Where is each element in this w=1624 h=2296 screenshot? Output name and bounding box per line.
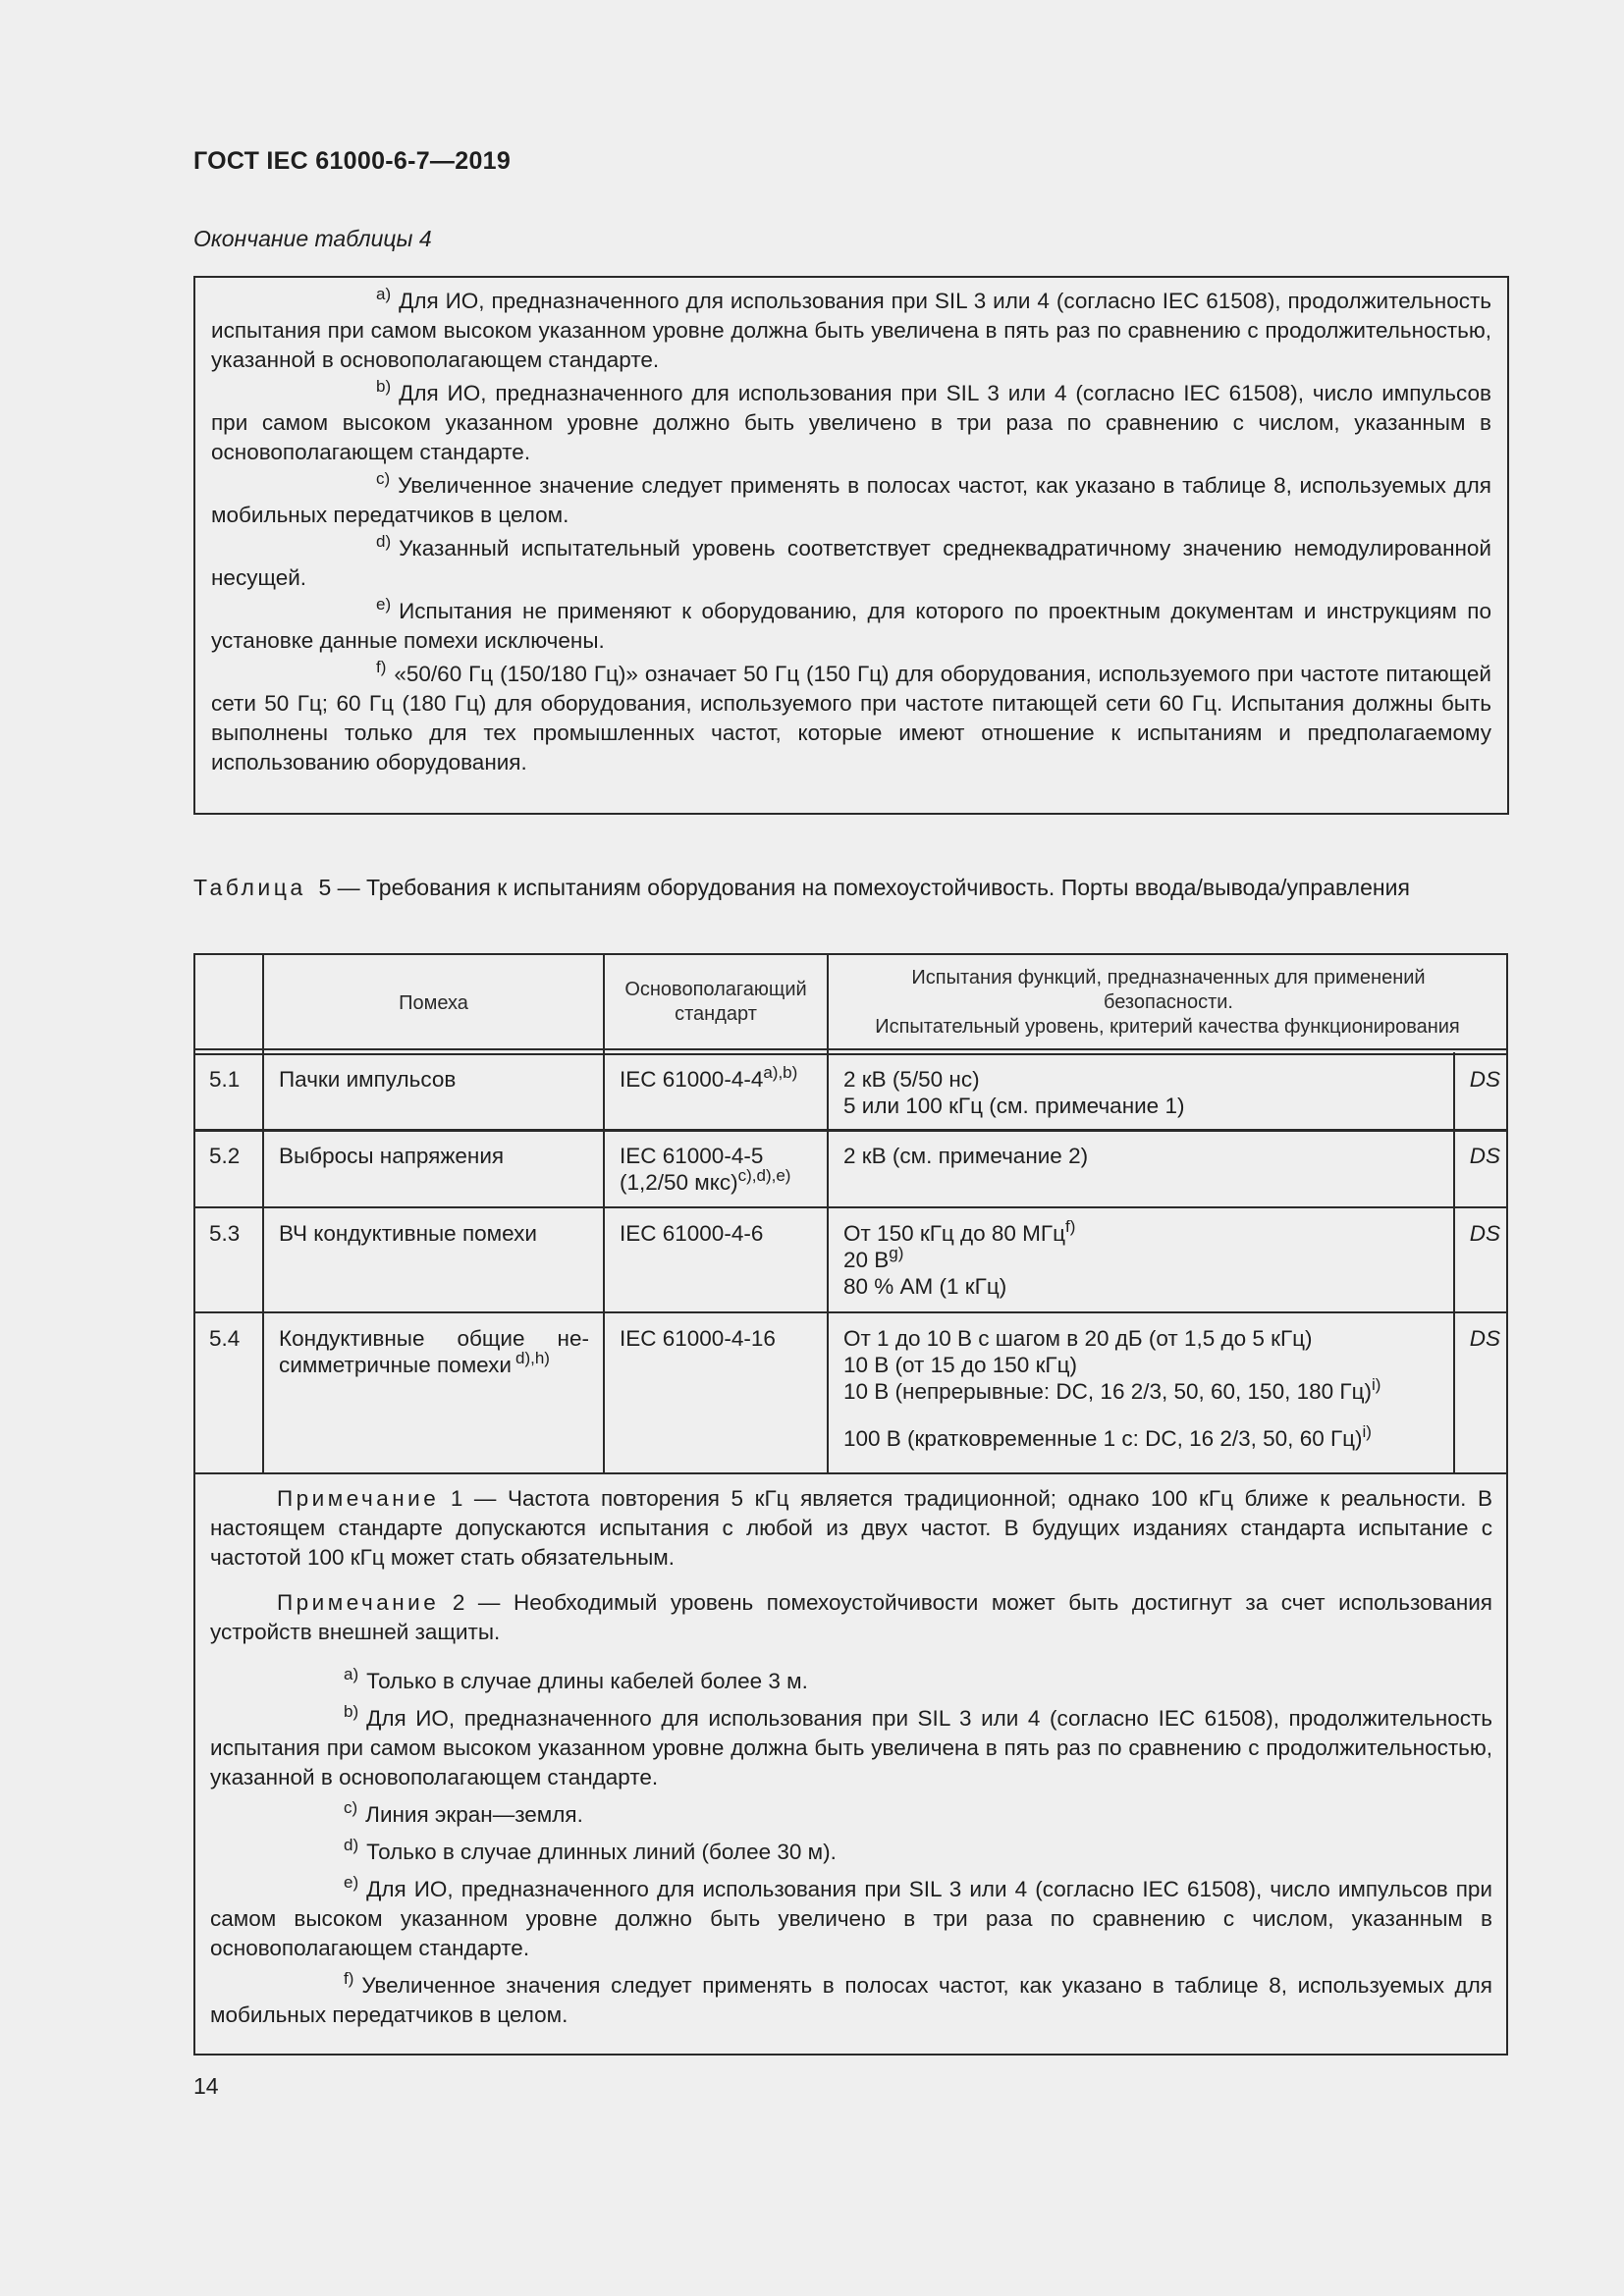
interference-name: ВЧ кондуктивные помехи	[279, 1221, 537, 1246]
basic-standard: IEC 61000-4-16	[620, 1326, 776, 1351]
footnote-d: $^{d)}$ Указанный испытательный уровень соответствует среднеквадратичному значению немодулированной несущей.	[211, 532, 1491, 590]
criterion: DS	[1469, 1326, 1500, 1351]
table-note-2: Примечание 2 — Необходимый уровень помехоустойчивости может быть достигнут за счет использования устройств внешней защиты.	[210, 1590, 1492, 1644]
test-levels: От 1 до 10 В с шагом в 20 дБ (от 1,5 до 5 кГц) 10 В (от 15 до 150 кГц) 10 В (непрерывные: DC, 16 2/3, 50, 60, 150, 180 Гц)$^{i)}$ 100 В (кратковременные 1 с: DC, 16 2/3, 50, 60 Гц)$^{i)}$	[843, 1326, 1381, 1451]
header-test-line1: Испытания функций, предназначенных для применений безопасности.	[911, 967, 1426, 1013]
col-divider-1	[262, 953, 264, 1473]
footnote-c: $^{c)}$ Увеличенное значение следует применять в полосах частот, как указано в таблице 8, используемых для мобильных передатчиков в целом.	[211, 469, 1491, 527]
col-divider-4	[1453, 1052, 1455, 1473]
row-divider-1	[193, 1129, 1508, 1132]
basic-standard: IEC 61000-4-5 (1,2/50 мкс)$^{c),d),e)}$	[620, 1144, 791, 1195]
table-border-left	[193, 953, 195, 2056]
table5-caption-text: 5 — Требования к испытаниям оборудования на помехоустойчивость. Порты ввода/вывода/управления	[318, 875, 1410, 900]
criterion: DS	[1469, 1067, 1500, 1092]
row-number: 5.2	[209, 1144, 241, 1168]
header-double-line-2	[193, 1053, 1508, 1055]
header-double-line-1	[193, 1048, 1508, 1050]
basic-standard: IEC 61000-4-6	[620, 1221, 764, 1246]
table5-caption-label: Таблица	[193, 875, 306, 900]
row-number: 5.1	[209, 1067, 241, 1092]
document-header: ГОСТ IEC 61000-6-7—2019	[193, 147, 512, 175]
footnote-f: $^{f)}$ «50/60 Гц (150/180 Гц)» означает 50 Гц (150 Гц) для оборудования, используемого при частоте питающей сети 50 Гц; 60 Гц (180 Гц) для оборудования, используемого при частоте питающей сети 60 Гц. Испытания должны быть выполнены только для тех промышленных частот, которые имеют отношение к испытаниям и предполагаемому использованию оборудования.	[211, 658, 1491, 774]
criterion: DS	[1469, 1144, 1500, 1168]
table5-notes	[210, 1484, 1492, 2038]
table-border-right	[1506, 953, 1508, 2056]
table4-footnotes-box	[193, 276, 1509, 815]
header-test-line2: Испытательный уровень, критерий качества функционирования	[875, 1016, 1460, 1038]
table4-continuation-caption: Окончание таблицы 4	[193, 226, 432, 251]
header-interference: Помеха	[399, 992, 468, 1014]
footnote-d: $^{d)}$ Только в случае длинных линий (более 30 м).	[344, 1836, 837, 1864]
row-divider-2	[193, 1206, 1508, 1208]
interference-name: Пачки импульсов	[279, 1067, 457, 1092]
table-border-bottom	[193, 2054, 1508, 2056]
page-number: 14	[193, 2073, 219, 2099]
test-levels: 2 кВ (5/50 нс) 5 или 100 кГц (см. примечание 1)	[843, 1067, 1185, 1118]
footnote-b: $^{b)}$ Для ИО, предназначенного для использования при SIL 3 или 4 (согласно IEC 61508), число импульсов при самом высоком указанном уровне должно быть увеличено в три раза по сравнению с числом, указанным в основополагающем стандарте.	[211, 377, 1491, 464]
footnote-a: $^{a)}$ Только в случае длины кабелей более 3 м.	[344, 1665, 808, 1693]
footnote-a: $^{a)}$ Для ИО, предназначенного для использования при SIL 3 или 4 (согласно IEC 61508), продолжительность испытания при самом высоком указанном уровне должна быть увеличена в пять раз по сравнению с продолжительностью, указанной в основополагающем стандарте.	[211, 285, 1491, 372]
table-note-1: Примечание 1 — Частота повторения 5 кГц является традиционной; однако 100 кГц ближе к реальности. В настоящем стандарте допускаются испытания с любой из двух частот. В будущих изданиях стандарта испытание с частотой 100 кГц может стать обязательным.	[210, 1486, 1492, 1570]
row-divider-3	[193, 1311, 1508, 1313]
col-divider-2	[603, 953, 605, 1473]
criterion: DS	[1469, 1221, 1500, 1246]
footnote-f: $^{f)}$ Увеличенное значения следует применять в полосах частот, как указано в таблице 8, используемых для мобильных передатчиков в целом.	[210, 1969, 1492, 2027]
table5-caption	[193, 874, 1507, 902]
header-basic-standard: Основополагающий стандарт	[624, 979, 807, 1025]
test-levels: 2 кВ (см. примечание 2)	[843, 1144, 1089, 1168]
row-number: 5.4	[209, 1326, 241, 1351]
interference-name: Выбросы напряжения	[279, 1144, 505, 1168]
footnote-e: $^{e)}$ Испытания не применяют к оборудованию, для которого по проектным документам и инструкциям по установке данные помехи исключены.	[211, 595, 1491, 653]
footnote-c: $^{c)}$ Линия экран—земля.	[344, 1798, 583, 1827]
test-levels: От 150 кГц до 80 МГц$^{f)}$ 20 $В^{g)}$ 80 % АМ (1 кГц)	[843, 1217, 1076, 1299]
basic-standard: IEC $61000-4-4^{a),b)}$	[620, 1063, 798, 1092]
table-border-top	[193, 953, 1508, 955]
interference-name: Кондуктивные общие несимметричные помехи $^{d),h)}$	[279, 1326, 589, 1377]
row-number: 5.3	[209, 1221, 241, 1246]
footnote-e: $^{e)}$ Для ИО, предназначенного для использования при SIL 3 или 4 (согласно IEC 61508), число импульсов при самом высоком указанном уровне должно быть увеличено в три раза по сравнению с числом, указанным в основополагающем стандарте.	[210, 1873, 1492, 1960]
footnote-b: $^{b)}$ Для ИО, предназначенного для использования при SIL 3 или 4 (согласно IEC 61508), продолжительность испытания при самом высоком указанном уровне должна быть увеличена в пять раз по сравнению с продолжительностью, указанной в основополагающем стандарте.	[210, 1702, 1492, 1789]
row-divider-4	[193, 1472, 1508, 1474]
